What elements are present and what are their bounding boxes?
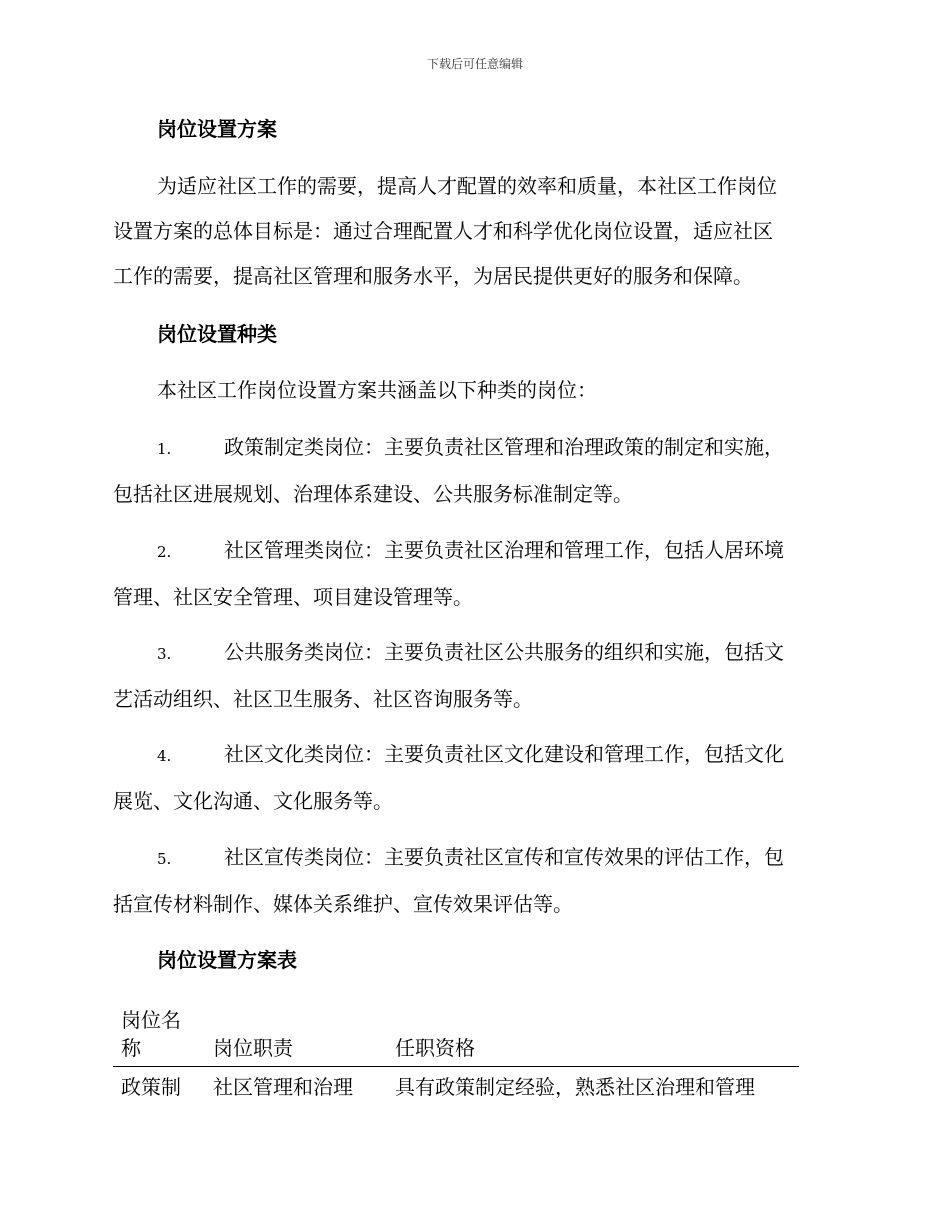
header-text: 称 — [121, 1036, 141, 1060]
list-item-text-cont: 艺活动组织、社区卫生服务、社区咨询服务等。 — [113, 687, 533, 711]
table-header-position-name — [121, 1006, 201, 1062]
types-intro: 本社区工作岗位设置方案共涵盖以下种类的岗位： — [157, 378, 597, 402]
table-cell: 具有政策制定经验，熟悉社区治理和管理 — [395, 1075, 755, 1099]
list-item-text: 政策制定类岗位：主要负责社区管理和治理政策的制定和实施， — [224, 435, 784, 459]
list-item-number: 1. — [157, 440, 172, 458]
paragraph-line: 工作的需要，提高社区管理和服务水平，为居民提供更好的服务和保障。 — [113, 264, 753, 288]
table-row — [113, 1067, 799, 1107]
list-item — [113, 425, 833, 517]
paragraph-line: 为适应社区工作的需要，提高人才配置的效率和质量，本社区工作岗位 — [157, 174, 777, 198]
list-item-text-cont: 包括社区进展规划、治理体系建设、公共服务标准制定等。 — [113, 482, 633, 506]
list-item-text-cont: 展览、文化沟通、文化服务等。 — [113, 789, 393, 813]
header-text: 岗位名 — [121, 1008, 181, 1032]
table-cell: 政策制 — [121, 1075, 181, 1099]
list-item-text: 公共服务类岗位：主要负责社区公共服务的组织和实施，包括文 — [224, 640, 784, 664]
list-item — [113, 732, 833, 824]
list-item-text-cont: 括宣传材料制作、媒体关系维护、宣传效果评估等。 — [113, 892, 573, 916]
list-item — [113, 835, 833, 927]
list-item-number: 3. — [157, 645, 172, 663]
list-item-text: 社区文化类岗位：主要负责社区文化建设和管理工作，包括文化 — [224, 742, 784, 766]
table-header-qualifications: 任职资格 — [395, 1036, 475, 1060]
table-header-duties: 岗位职责 — [213, 1036, 293, 1060]
position-table — [113, 1006, 799, 1107]
table-cell: 社区管理和治理 — [213, 1075, 353, 1099]
list-item-number: 5. — [157, 850, 172, 868]
list-item-number: 2. — [157, 543, 172, 561]
section-title-table: 岗位设置方案表 — [157, 948, 297, 972]
list-item-text-cont: 管理、社区安全管理、项目建设管理等。 — [113, 585, 473, 609]
page-header-note: 下载后可任意编辑 — [426, 57, 523, 71]
plan-paragraph — [113, 164, 833, 299]
section-title-types: 岗位设置种类 — [157, 322, 277, 346]
list-item-text: 社区管理类岗位：主要负责社区治理和管理工作，包括人居环境 — [224, 538, 784, 562]
list-item — [113, 630, 833, 722]
section-title-plan: 岗位设置方案 — [157, 117, 277, 141]
list-item-number: 4. — [157, 747, 172, 765]
table-header-row — [113, 1006, 799, 1067]
paragraph-line: 设置方案的总体目标是：通过合理配置人才和科学优化岗位设置，适应社区 — [113, 219, 773, 243]
list-item-text: 社区宣传类岗位：主要负责社区宣传和宣传效果的评估工作，包 — [224, 845, 784, 869]
list-item — [113, 528, 833, 620]
